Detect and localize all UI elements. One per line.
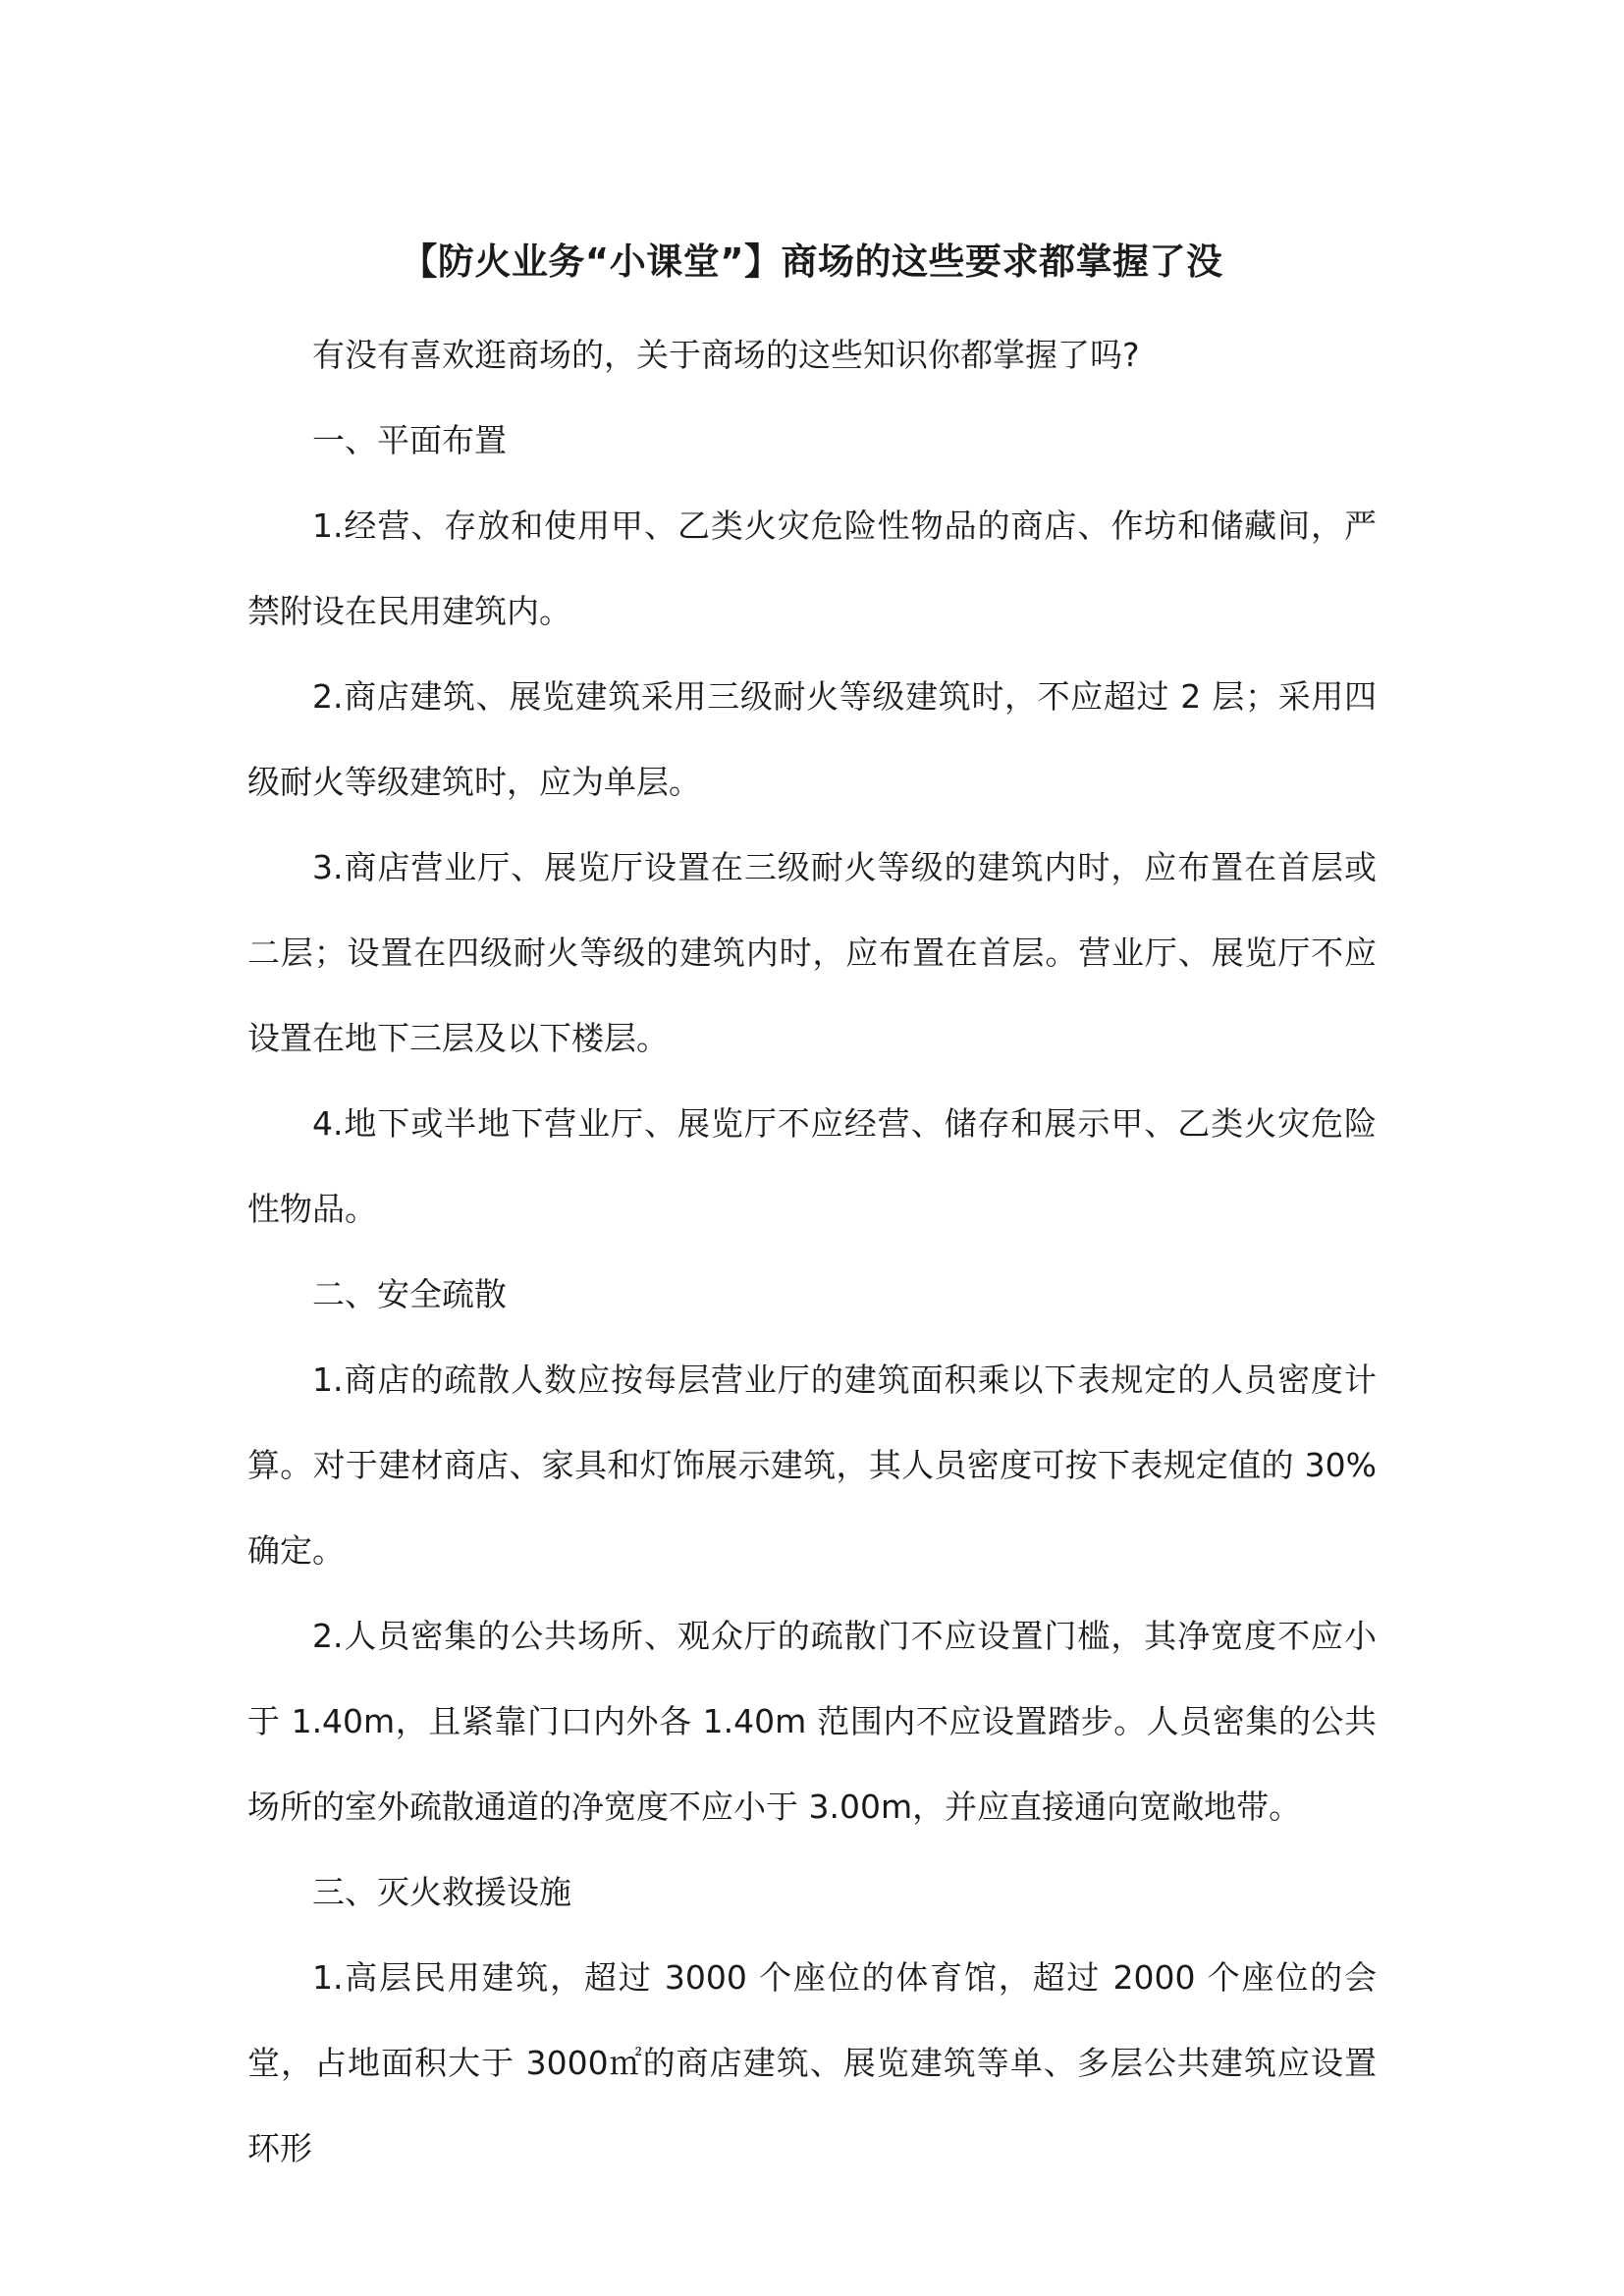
paragraph: 4.地下或半地下营业厅、展览厅不应经营、储存和展示甲、乙类火灾危险性物品。 [247,1104,1377,1228]
paragraph: 1.高层民用建筑，超过 3000 个座位的体育馆，超过 2000 个座位的会堂，占地面积大于 3000㎡的商店建筑、展览建筑等单、多层公共建筑应设置环形 [247,1958,1377,2167]
intro-paragraph: 有没有喜欢逛商场的，关于商场的这些知识你都掌握了吗? [312,336,1140,374]
paragraph: 3.商店营业厅、展览厅设置在三级耐火等级的建筑内时，应布置在首层或二层；设置在四级耐火等级的建筑内时，应布置在首层。营业厅、展览厅不应设置在地下三层及以下楼层。 [247,848,1377,1057]
document-body [247,312,1377,2191]
section-heading-rescue: 三、灭火救援设施 [312,1873,571,1911]
document-title: 【防火业务“小课堂”】商场的这些要求都掌握了没 [401,240,1223,283]
paragraph: 1.经营、存放和使用甲、乙类火灾危险性物品的商店、作坊和储藏间，严禁附设在民用建筑内。 [247,507,1377,630]
section-heading-layout: 一、平面布置 [312,421,507,459]
paragraph: 1.商店的疏散人数应按每层营业厅的建筑面积乘以下表规定的人员密度计算。对于建材商店、家具和灯饰展示建筑，其人员密度可按下表规定值的 30%确定。 [247,1361,1377,1570]
paragraph: 2.商店建筑、展览建筑采用三级耐火等级建筑时，不应超过 2 层；采用四级耐火等级建筑时，应为单层。 [247,677,1377,801]
section-heading-evacuation: 二、安全疏散 [312,1275,507,1313]
paragraph: 2.人员密集的公共场所、观众厅的疏散门不应设置门槛，其净宽度不应小于 1.40m，且紧靠门口内外各 1.40m 范围内不应设置踏步。人员密集的公共场所的室外疏散通道的净宽度不应小于 3.00m，并应直接通向宽敞地带。 [247,1617,1377,1826]
